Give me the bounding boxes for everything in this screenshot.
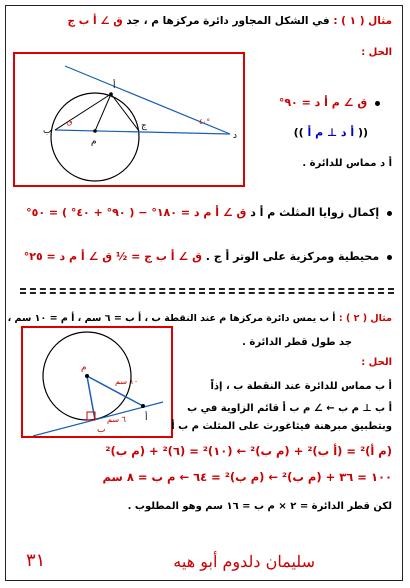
example1-statement: في الشكل المجاور دائرة مركزها م ، جد <box>126 15 330 27</box>
example1-line2: أ د ⊥ م أ <box>307 126 355 139</box>
figure1-label-d: د <box>233 131 238 141</box>
example1-line4-note: إكمال زوايا المثلث م أ د <box>250 206 380 219</box>
example1-line2-close: )) <box>293 126 304 139</box>
footer-page-number: ٣١ <box>26 550 46 571</box>
figure2-radius-mb <box>87 376 95 420</box>
figure1-chord-aj <box>111 94 139 131</box>
figure2-point-m <box>85 374 89 378</box>
example2-line2: أ ب ⊥ م ب ← ∠ م ب أ قائم الزاوية في ب <box>187 403 392 414</box>
figure1-angle-q: ق <box>67 118 73 126</box>
figure1-label-a: أ <box>113 81 116 91</box>
figure2-label-a: أ <box>145 413 148 423</box>
example1-line4: ق ∠ أ م د = ١٨٠° − ( ٩٠° + ٤٠° ) = ٥٠° <box>26 206 247 219</box>
figure1-point-m <box>93 129 97 133</box>
example1-line1-row <box>279 96 380 110</box>
bullet-icon <box>387 211 392 216</box>
figure2-label-m: م <box>81 363 87 373</box>
example1-line1: ق ∠ م أ د = ٩٠° <box>278 96 368 109</box>
example1-line4-row <box>26 206 392 220</box>
example1-find: ق ∠ أ ب ج <box>67 15 123 27</box>
footer <box>0 548 410 576</box>
figure2-diagram <box>23 328 171 436</box>
example1-line2-open: (( <box>357 126 368 139</box>
figure1-label-j: ج <box>141 121 147 131</box>
section-divider-2 <box>20 292 394 294</box>
example2-line3: وبتطبيق مبرهنة فيثاغورث على المثلث م ب أ <box>171 421 392 432</box>
section-divider <box>20 288 394 290</box>
example1-solution-label: الحل : <box>361 47 392 58</box>
example1-heading-line <box>68 14 392 28</box>
example1-line5-row <box>24 250 392 264</box>
example1-line5: ق ∠ أ ب ج = ½ ق ∠ أ م د = ٢٥° <box>23 250 202 263</box>
example2-eq1: (م أ)² = (أ ب)² + (م ب)² ← (١٠)² = (٦)² + (م ب)² <box>105 444 392 458</box>
example1-line5-note: محيطية ومركزية على الوتر أ ج . <box>205 250 380 263</box>
figure1-point-a <box>109 92 113 96</box>
bullet-icon <box>387 255 392 260</box>
example2-heading-line <box>8 312 392 326</box>
figure2-len-6: ٦ سم <box>107 415 126 424</box>
example2-heading: مثال ( ٢ ) : <box>338 313 392 324</box>
figure1-label-b: ب <box>43 126 52 136</box>
figure2-label-b: ب <box>97 425 106 435</box>
example1-line3: أ د مماس للدائرة . <box>302 158 392 169</box>
example2-statement: أ ب يمس دائرة مركزها م عند النقطة ب ، أ ب = ٦ سم ، أ م = ١٠ سم ، <box>7 313 336 324</box>
footer-author: سليمان دلدوم أبو هيه <box>173 552 315 571</box>
example2-line1: أ ب مماس للدائرة عند النقطة ب ، إذاً <box>210 381 392 392</box>
example2-statement2: جد طول قطر الدائرة . <box>242 337 352 348</box>
example1-line2-row <box>294 126 368 140</box>
example2-solution-label: الحل : <box>361 357 392 368</box>
figure1-diagram <box>15 54 243 185</box>
example2-conclusion: لكن قطر الدائرة = ٢ × م ب = ١٦ سم وهو المطلوب . <box>127 501 392 512</box>
figure2-point-a <box>141 404 145 408</box>
example2-eq2: ١٠٠ = ٣٦ + (م ب)² ← (م ب)² = ٦٤ ← م ب = ٨ سم <box>102 470 392 484</box>
figure1-chord-ab <box>55 94 111 130</box>
figure1-label-m: م <box>91 137 97 147</box>
figure2-len-10: ١٠ سم <box>115 377 139 386</box>
figure1-box <box>13 52 245 187</box>
bullet-icon <box>375 101 380 106</box>
figure2-box <box>21 326 173 438</box>
figure1-angle-40: ٤٠° <box>199 118 211 126</box>
example1-heading: مثال ( ١ ) : <box>333 15 392 27</box>
